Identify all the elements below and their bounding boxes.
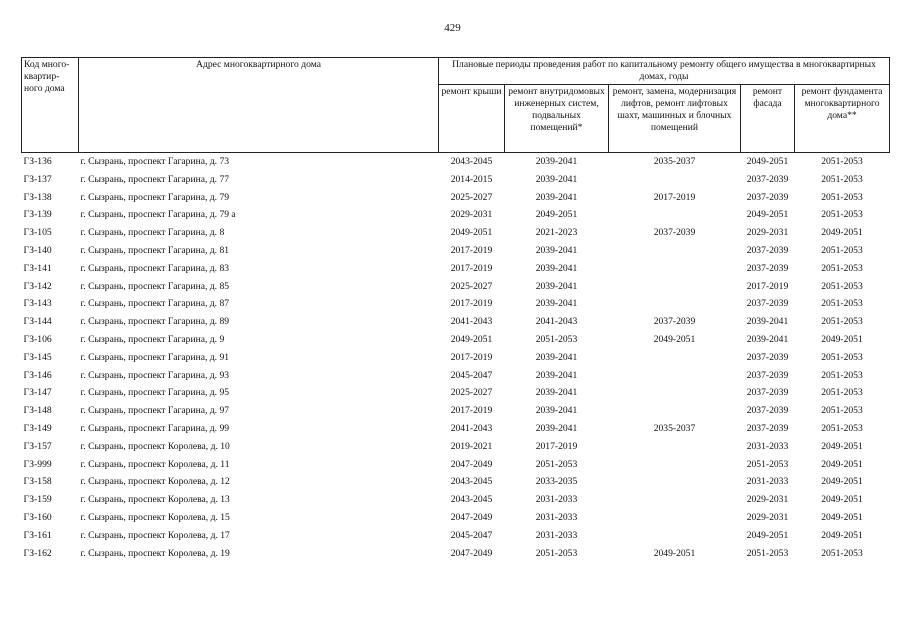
cell-code: ГЗ-147 [23,387,52,399]
cell-foundation: 2051-2053 [821,405,863,417]
cell-roof: 2025-2027 [450,387,493,399]
cell-code: ГЗ-145 [23,351,52,363]
cell-code: ГЗ-144 [23,316,52,328]
table-row [22,153,890,171]
table-row [22,313,890,331]
table-row [22,189,890,207]
cell-address: г. Сызрань, проспект Гагарина, д. 97 [80,405,230,417]
cell-facade: 2037-2039 [746,387,789,399]
cell-elevators: 2037-2039 [653,316,696,328]
table-row [22,438,890,456]
page-number: 429 [444,22,461,34]
cell-code: ГЗ-142 [23,280,52,292]
table-row [22,384,890,402]
cell-foundation: 2049-2051 [821,440,863,452]
cell-systems: 2039-2041 [535,405,578,417]
cell-address: г. Сызрань, проспект Королева, д. 19 [80,547,230,559]
cell-code: ГЗ-157 [23,440,52,452]
table-row [22,224,890,242]
cell-roof: 2017-2019 [450,244,493,256]
cell-systems: 2051-2053 [535,458,578,470]
cell-roof: 2043-2045 [450,476,493,488]
cell-address: г. Сызрань, проспект Гагарина, д. 8 [80,227,225,239]
cell-elevators: 2035-2037 [653,156,696,167]
cell-roof: 2043-2045 [450,494,493,506]
cell-systems: 2021-2023 [535,227,578,239]
cell-facade: 2029-2031 [746,511,789,523]
cell-foundation: 2051-2053 [821,369,863,381]
cell-code: ГЗ-143 [23,298,52,310]
cell-roof: 2017-2019 [450,298,493,310]
table-row [22,278,890,296]
cell-code: ГЗ-999 [23,458,52,470]
cell-code: ГЗ-140 [23,244,52,256]
cell-address: г. Сызрань, проспект Гагарина, д. 99 [80,422,230,434]
table-row [22,420,890,438]
cell-systems: 2039-2041 [535,244,578,256]
cell-foundation: 2051-2053 [821,156,863,167]
table-body [22,153,890,563]
cell-foundation: 2051-2053 [821,173,863,185]
cell-foundation: 2049-2051 [821,476,863,488]
table-row [22,331,890,349]
cell-roof: 2041-2043 [450,422,493,434]
header-foundation-repair: ремонт фундамента многоквартирного дома** [795,85,890,153]
cell-facade: 2051-2053 [746,458,789,470]
cell-code: ГЗ-106 [23,333,52,345]
capital-repair-schedule-table [21,57,890,562]
cell-address: г. Сызрань, проспект Гагарина, д. 87 [80,298,230,310]
cell-elevators [609,438,741,456]
cell-roof: 2047-2049 [450,511,493,523]
cell-systems: 2039-2041 [535,156,578,167]
cell-foundation: 2049-2051 [821,227,863,239]
cell-elevators [609,509,741,527]
cell-roof: 2014-2015 [450,173,493,185]
cell-code: ГЗ-159 [23,494,52,506]
cell-facade: 2017-2019 [746,280,789,292]
table-row [22,527,890,545]
cell-address: г. Сызрань, проспект Гагарина, д. 73 [80,156,230,167]
cell-facade: 2049-2051 [746,209,789,221]
cell-foundation: 2051-2053 [821,351,863,363]
cell-roof: 2017-2019 [450,262,493,274]
cell-roof: 2029-2031 [450,209,493,221]
cell-elevators [609,367,741,385]
cell-elevators [609,456,741,474]
cell-elevators [609,278,741,296]
table-row [22,456,890,474]
header-elevators: ремонт, замена, модернизация лифтов, ремонт лифтовых шахт, машинных и блочных помещений [609,85,741,153]
cell-foundation: 2051-2053 [821,209,863,221]
table-row [22,367,890,385]
table-header-row [22,58,890,85]
cell-elevators [609,206,741,224]
header-address: Адрес многоквартирного дома [79,58,439,153]
header-code: Код много- квартир- ного дома [22,58,79,153]
cell-roof: 2041-2043 [450,316,493,328]
cell-systems: 2039-2041 [535,173,578,185]
cell-systems: 2039-2041 [535,369,578,381]
cell-code: ГЗ-136 [23,156,52,167]
cell-systems: 2039-2041 [535,298,578,310]
cell-elevators [609,491,741,509]
cell-code: ГЗ-138 [23,191,52,203]
cell-systems: 2051-2053 [535,333,578,345]
cell-facade: 2037-2039 [746,369,789,381]
cell-elevators [609,171,741,189]
cell-code: ГЗ-158 [23,476,52,488]
cell-elevators: 2049-2051 [653,547,696,559]
cell-roof: 2017-2019 [450,405,493,417]
header-roof-repair: ремонт крыши [439,85,505,153]
cell-code: ГЗ-149 [23,422,52,434]
cell-code: ГЗ-162 [23,547,52,559]
cell-code: ГЗ-139 [23,209,52,221]
table-row [22,402,890,420]
cell-roof: 2047-2049 [450,547,493,559]
cell-roof: 2019-2021 [450,440,493,452]
cell-address: г. Сызрань, проспект Гагарина, д. 79 [80,191,230,203]
cell-roof: 2045-2047 [450,369,493,381]
cell-elevators: 2017-2019 [653,191,696,203]
cell-facade: 2029-2031 [746,494,789,506]
cell-roof: 2025-2027 [450,191,493,203]
cell-systems: 2033-2035 [535,476,578,488]
cell-systems: 2031-2033 [535,511,578,523]
cell-foundation: 2051-2053 [821,316,863,328]
cell-elevators: 2035-2037 [653,422,696,434]
cell-elevators [609,295,741,313]
cell-facade: 2037-2039 [746,191,789,203]
table-row [22,206,890,224]
cell-code: ГЗ-160 [23,511,52,523]
header-facade-repair: ремонт фасада [741,85,795,153]
cell-foundation: 2051-2053 [821,387,863,399]
cell-foundation: 2051-2053 [821,422,863,434]
cell-systems: 2039-2041 [535,422,578,434]
cell-foundation: 2051-2053 [821,244,863,256]
cell-elevators: 2049-2051 [653,333,696,345]
header-planned-periods: Плановые периоды проведения работ по капитальному ремонту общего имущества в многоквартирных домах, годы [439,58,890,85]
cell-address: г. Сызрань, проспект Королева, д. 17 [80,529,230,541]
cell-address: г. Сызрань, проспект Гагарина, д. 9 [80,333,225,345]
table-row [22,473,890,491]
table-row [22,509,890,527]
cell-elevators [609,527,741,545]
cell-facade: 2031-2033 [746,476,789,488]
cell-systems: 2017-2019 [535,440,578,452]
cell-elevators [609,473,741,491]
cell-foundation: 2051-2053 [821,262,863,274]
cell-code: ГЗ-141 [23,262,52,274]
cell-roof: 2049-2051 [450,333,493,345]
cell-address: г. Сызрань, проспект Гагарина, д. 85 [80,280,230,292]
cell-address: г. Сызрань, проспект Гагарина, д. 89 [80,316,230,328]
cell-foundation: 2049-2051 [821,529,863,541]
cell-facade: 2049-2051 [746,156,789,167]
cell-address: г. Сызрань, проспект Гагарина, д. 81 [80,244,230,256]
cell-elevators [609,384,741,402]
cell-foundation: 2049-2051 [821,333,863,345]
cell-foundation: 2051-2053 [821,547,863,559]
table-row [22,260,890,278]
cell-facade: 2037-2039 [746,351,789,363]
cell-elevators [609,402,741,420]
cell-address: г. Сызрань, проспект Гагарина, д. 91 [80,351,230,363]
cell-address: г. Сызрань, проспект Королева, д. 11 [80,458,230,470]
cell-foundation: 2049-2051 [821,458,863,470]
cell-facade: 2029-2031 [746,227,789,239]
cell-foundation: 2049-2051 [821,511,863,523]
cell-code: ГЗ-161 [23,529,52,541]
cell-address: г. Сызрань, проспект Гагарина, д. 77 [80,173,230,185]
table-row [22,491,890,509]
cell-facade: 2037-2039 [746,405,789,417]
cell-facade: 2031-2033 [746,440,789,452]
cell-systems: 2051-2053 [535,547,578,559]
cell-code: ГЗ-148 [23,405,52,417]
cell-code: ГЗ-105 [23,227,52,239]
cell-foundation: 2051-2053 [821,280,863,292]
header-engineering-systems: ремонт внутридомовых инженерных систем, подвальных помещений* [505,85,609,153]
table-row [22,545,890,563]
cell-systems: 2031-2033 [535,529,578,541]
cell-address: г. Сызрань, проспект Королева, д. 13 [80,494,230,506]
cell-systems: 2039-2041 [535,280,578,292]
cell-foundation: 2051-2053 [821,191,863,203]
cell-systems: 2039-2041 [535,191,578,203]
cell-systems: 2031-2033 [535,494,578,506]
table-row [22,171,890,189]
cell-systems: 2039-2041 [535,262,578,274]
cell-elevators [609,260,741,278]
cell-roof: 2043-2045 [450,156,493,167]
table-row [22,349,890,367]
cell-roof: 2025-2027 [450,280,493,292]
cell-code: ГЗ-146 [23,369,52,381]
cell-facade: 2039-2041 [746,316,789,328]
cell-elevators [609,349,741,367]
table-row [22,242,890,260]
cell-address: г. Сызрань, проспект Королева, д. 10 [80,440,230,452]
cell-elevators: 2037-2039 [653,227,696,239]
cell-systems: 2049-2051 [535,209,578,221]
cell-code: ГЗ-137 [23,173,52,185]
cell-address: г. Сызрань, проспект Гагарина, д. 93 [80,369,230,381]
cell-facade: 2037-2039 [746,244,789,256]
cell-foundation: 2051-2053 [821,298,863,310]
cell-roof: 2017-2019 [450,351,493,363]
cell-facade: 2049-2051 [746,529,789,541]
cell-roof: 2049-2051 [450,227,493,239]
cell-address: г. Сызрань, проспект Королева, д. 12 [80,476,230,488]
cell-systems: 2039-2041 [535,351,578,363]
cell-elevators [609,242,741,260]
cell-address: г. Сызрань, проспект Гагарина, д. 79 а [80,209,236,221]
cell-systems: 2039-2041 [535,387,578,399]
table-row [22,295,890,313]
cell-facade: 2037-2039 [746,262,789,274]
cell-facade: 2051-2053 [746,547,789,559]
cell-address: г. Сызрань, проспект Гагарина, д. 83 [80,262,230,274]
cell-facade: 2037-2039 [746,173,789,185]
cell-facade: 2039-2041 [746,333,789,345]
cell-roof: 2047-2049 [450,458,493,470]
cell-systems: 2041-2043 [535,316,578,328]
cell-foundation: 2049-2051 [821,494,863,506]
cell-facade: 2037-2039 [746,298,789,310]
cell-address: г. Сызрань, проспект Гагарина, д. 95 [80,387,230,399]
cell-facade: 2037-2039 [746,422,789,434]
cell-address: г. Сызрань, проспект Королева, д. 15 [80,511,230,523]
cell-roof: 2045-2047 [450,529,493,541]
